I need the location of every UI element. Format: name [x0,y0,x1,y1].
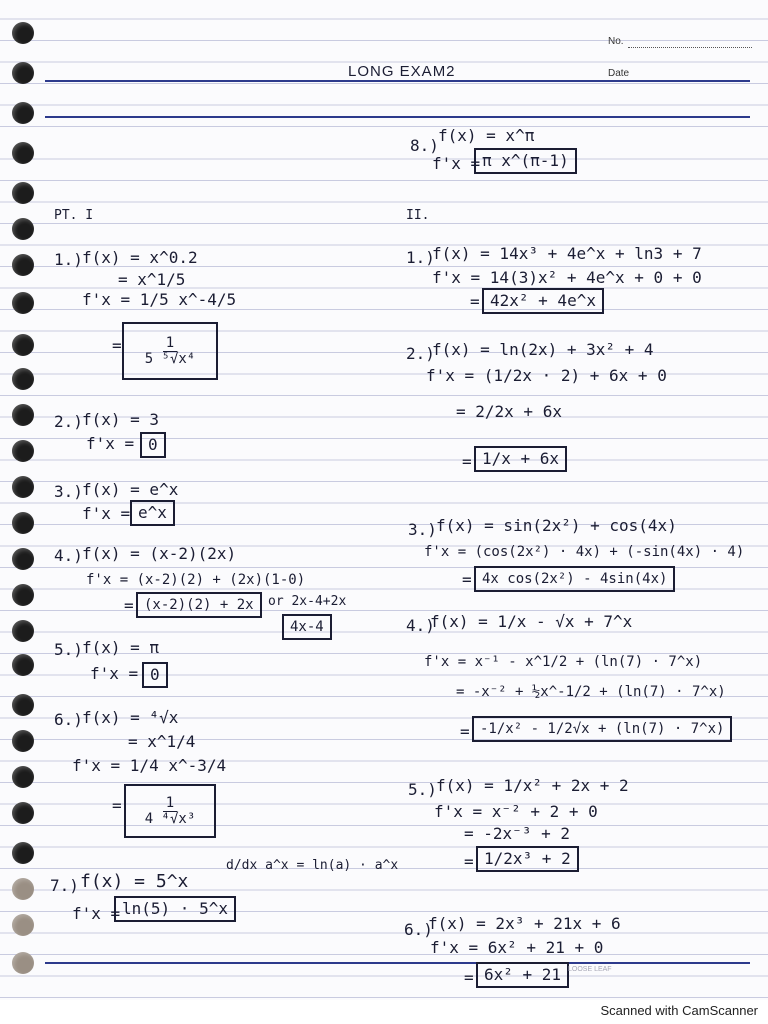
q1-answer-box [122,322,218,380]
part-two-label: II. [406,208,430,223]
p2-q3-line: f'x = (cos(2x²) · 4x) + (-sin(4x) · 4) [424,544,745,560]
binder-hole [12,254,34,276]
p2-q5-answer-box: 1/2x³ + 2 [476,846,579,872]
binder-hole [12,694,34,716]
p2-q1-answer-box: 42x² + 4e^x [482,288,604,314]
q1-line: f'x = 1/5 x^-4/5 [82,290,237,309]
q5-answer-box: 0 [142,662,168,688]
q2-line: f'x = [86,434,135,453]
p2-q6-number: 6.) [404,920,433,939]
binder-hole [12,620,34,642]
p2-q8-answer-box: π x^(π-1) [474,148,577,174]
binder-hole [12,440,34,462]
p2-q3-answer-box: 4x cos(2x²) - 4sin(4x) [474,566,675,592]
q5-line: f(x) = π [82,638,160,657]
q6-line: f'x = 1/4 x^-3/4 [72,756,227,775]
p2-q4-number: 4.) [406,616,435,635]
binder-hole [12,62,34,84]
q1-answer-numerator: 1 [163,336,177,352]
q2-answer-box: 0 [140,432,166,458]
p2-q2-answer-box: 1/x + 6x [474,446,567,472]
q6-number: 6.) [54,710,83,729]
scanner-watermark: Scanned with CamScanner [600,1003,758,1018]
q6-answer-box [124,784,216,838]
p2-q4-line: f'x = x⁻¹ - x^1/2 + (ln(7) · 7^x) [424,654,703,670]
equals-sign: = [462,570,472,589]
p2-q8-line: f(x) = x^π [438,126,535,145]
q2-number: 2.) [54,412,83,431]
p2-q2-number: 2.) [406,344,435,363]
binder-hole [12,102,34,124]
q4-alt-answer-box: 4x-4 [282,614,332,640]
binder-hole [12,218,34,240]
q6-line: f(x) = ⁴√x [82,708,179,727]
equals-sign: = [112,336,122,355]
binder-hole [12,182,34,204]
p2-q5-line: f(x) = 1/x² + 2x + 2 [436,776,629,795]
no-field-line [628,46,752,48]
q7-side-note: d/dx a^x = ln(a) · a^x [226,858,399,873]
paper-imprint: LOOSE LEAF [568,966,612,973]
binder-hole [12,334,34,356]
equals-sign: = [464,852,474,871]
equals-sign: = [470,292,480,311]
q1-line: = x^1/5 [118,270,186,289]
p2-q2-line: = 2/2x + 6x [456,402,562,421]
scan-footer [0,1000,768,1024]
q4-alternative: or 2x-4+2x [268,594,347,609]
no-label: No. [608,36,624,47]
q7-answer-box: ln(5) · 5^x [114,896,236,922]
binder-hole [12,404,34,426]
q4-answer-box: (x-2)(2) + 2x [136,592,262,618]
equals-sign: = [460,722,470,741]
binder-hole [12,476,34,498]
p2-q4-line: = -x⁻² + ½x^-1/2 + (ln(7) · 7^x) [456,684,726,700]
q1-number: 1.) [54,250,83,269]
part-one-label: PT. I [54,208,94,223]
p2-q8-number: 8.) [410,136,439,155]
binder-hole [12,878,34,900]
q6-line: = x^1/4 [128,732,196,751]
q4-line: f'x = (x-2)(2) + (2x)(1-0) [86,572,306,588]
q6-answer-denominator: 4 ⁴√x³ [144,810,196,827]
p2-q1-line: f(x) = 14x³ + 4e^x + ln3 + 7 [432,244,702,263]
p2-q8-line: f'x = [432,154,481,173]
p2-q1-line: f'x = 14(3)x² + 4e^x + 0 + 0 [432,268,702,287]
q6-answer-numerator: 1 [163,796,177,812]
q7-line: f(x) = 5^x [80,871,189,892]
p2-q6-line: f(x) = 2x³ + 21x + 6 [428,914,621,933]
q3-line: f'x = [82,504,131,523]
binder-hole [12,548,34,570]
q4-line: f(x) = (x-2)(2x) [82,544,237,563]
binder-hole [12,914,34,936]
q7-number: 7.) [50,876,79,895]
binder-hole [12,952,34,974]
q3-answer-box: e^x [130,500,175,526]
p2-q2-line: f(x) = ln(2x) + 3x² + 4 [432,340,654,359]
p2-q1-number: 1.) [406,248,435,267]
q5-line: f'x = [90,664,139,683]
binder-hole [12,512,34,534]
p2-q6-line: f'x = 6x² + 21 + 0 [430,938,604,957]
q5-number: 5.) [54,640,83,659]
equals-sign: = [462,452,472,471]
q3-line: f(x) = e^x [82,480,179,499]
p2-q2-line: f'x = (1/2x · 2) + 6x + 0 [426,366,667,385]
equals-sign: = [124,596,134,615]
p2-q5-line: = -2x⁻³ + 2 [464,824,570,843]
header-rule [45,116,750,118]
p2-q4-answer-box: -1/x² - 1/2√x + (ln(7) · 7^x) [472,716,732,742]
bottom-rule [45,962,750,964]
equals-sign: = [464,968,474,987]
binder-hole [12,292,34,314]
binder-hole [12,22,34,44]
binder-hole [12,654,34,676]
p2-q5-number: 5.) [408,780,437,799]
p2-q3-number: 3.) [408,520,437,539]
q1-answer-denominator: 5 ⁵√x⁴ [144,350,196,367]
p2-q6-answer-box: 6x² + 21 [476,962,569,988]
binder-hole [12,802,34,824]
binder-hole [12,368,34,390]
binder-hole [12,142,34,164]
q4-number: 4.) [54,546,83,565]
p2-q3-line: f(x) = sin(2x²) + cos(4x) [436,516,677,535]
p2-q5-line: f'x = x⁻² + 2 + 0 [434,802,598,821]
binder-hole [12,842,34,864]
q3-number: 3.) [54,482,83,501]
page-title: LONG EXAM2 [348,63,456,80]
equals-sign: = [112,796,122,815]
binder-hole [12,730,34,752]
q7-line: f'x = [72,904,121,923]
p2-q4-line: f(x) = 1/x - √x + 7^x [430,612,633,631]
binder-hole [12,584,34,606]
q1-line: f(x) = x^0.2 [82,248,198,267]
date-label: Date [608,68,630,79]
q2-line: f(x) = 3 [82,410,160,429]
binder-hole [12,766,34,788]
